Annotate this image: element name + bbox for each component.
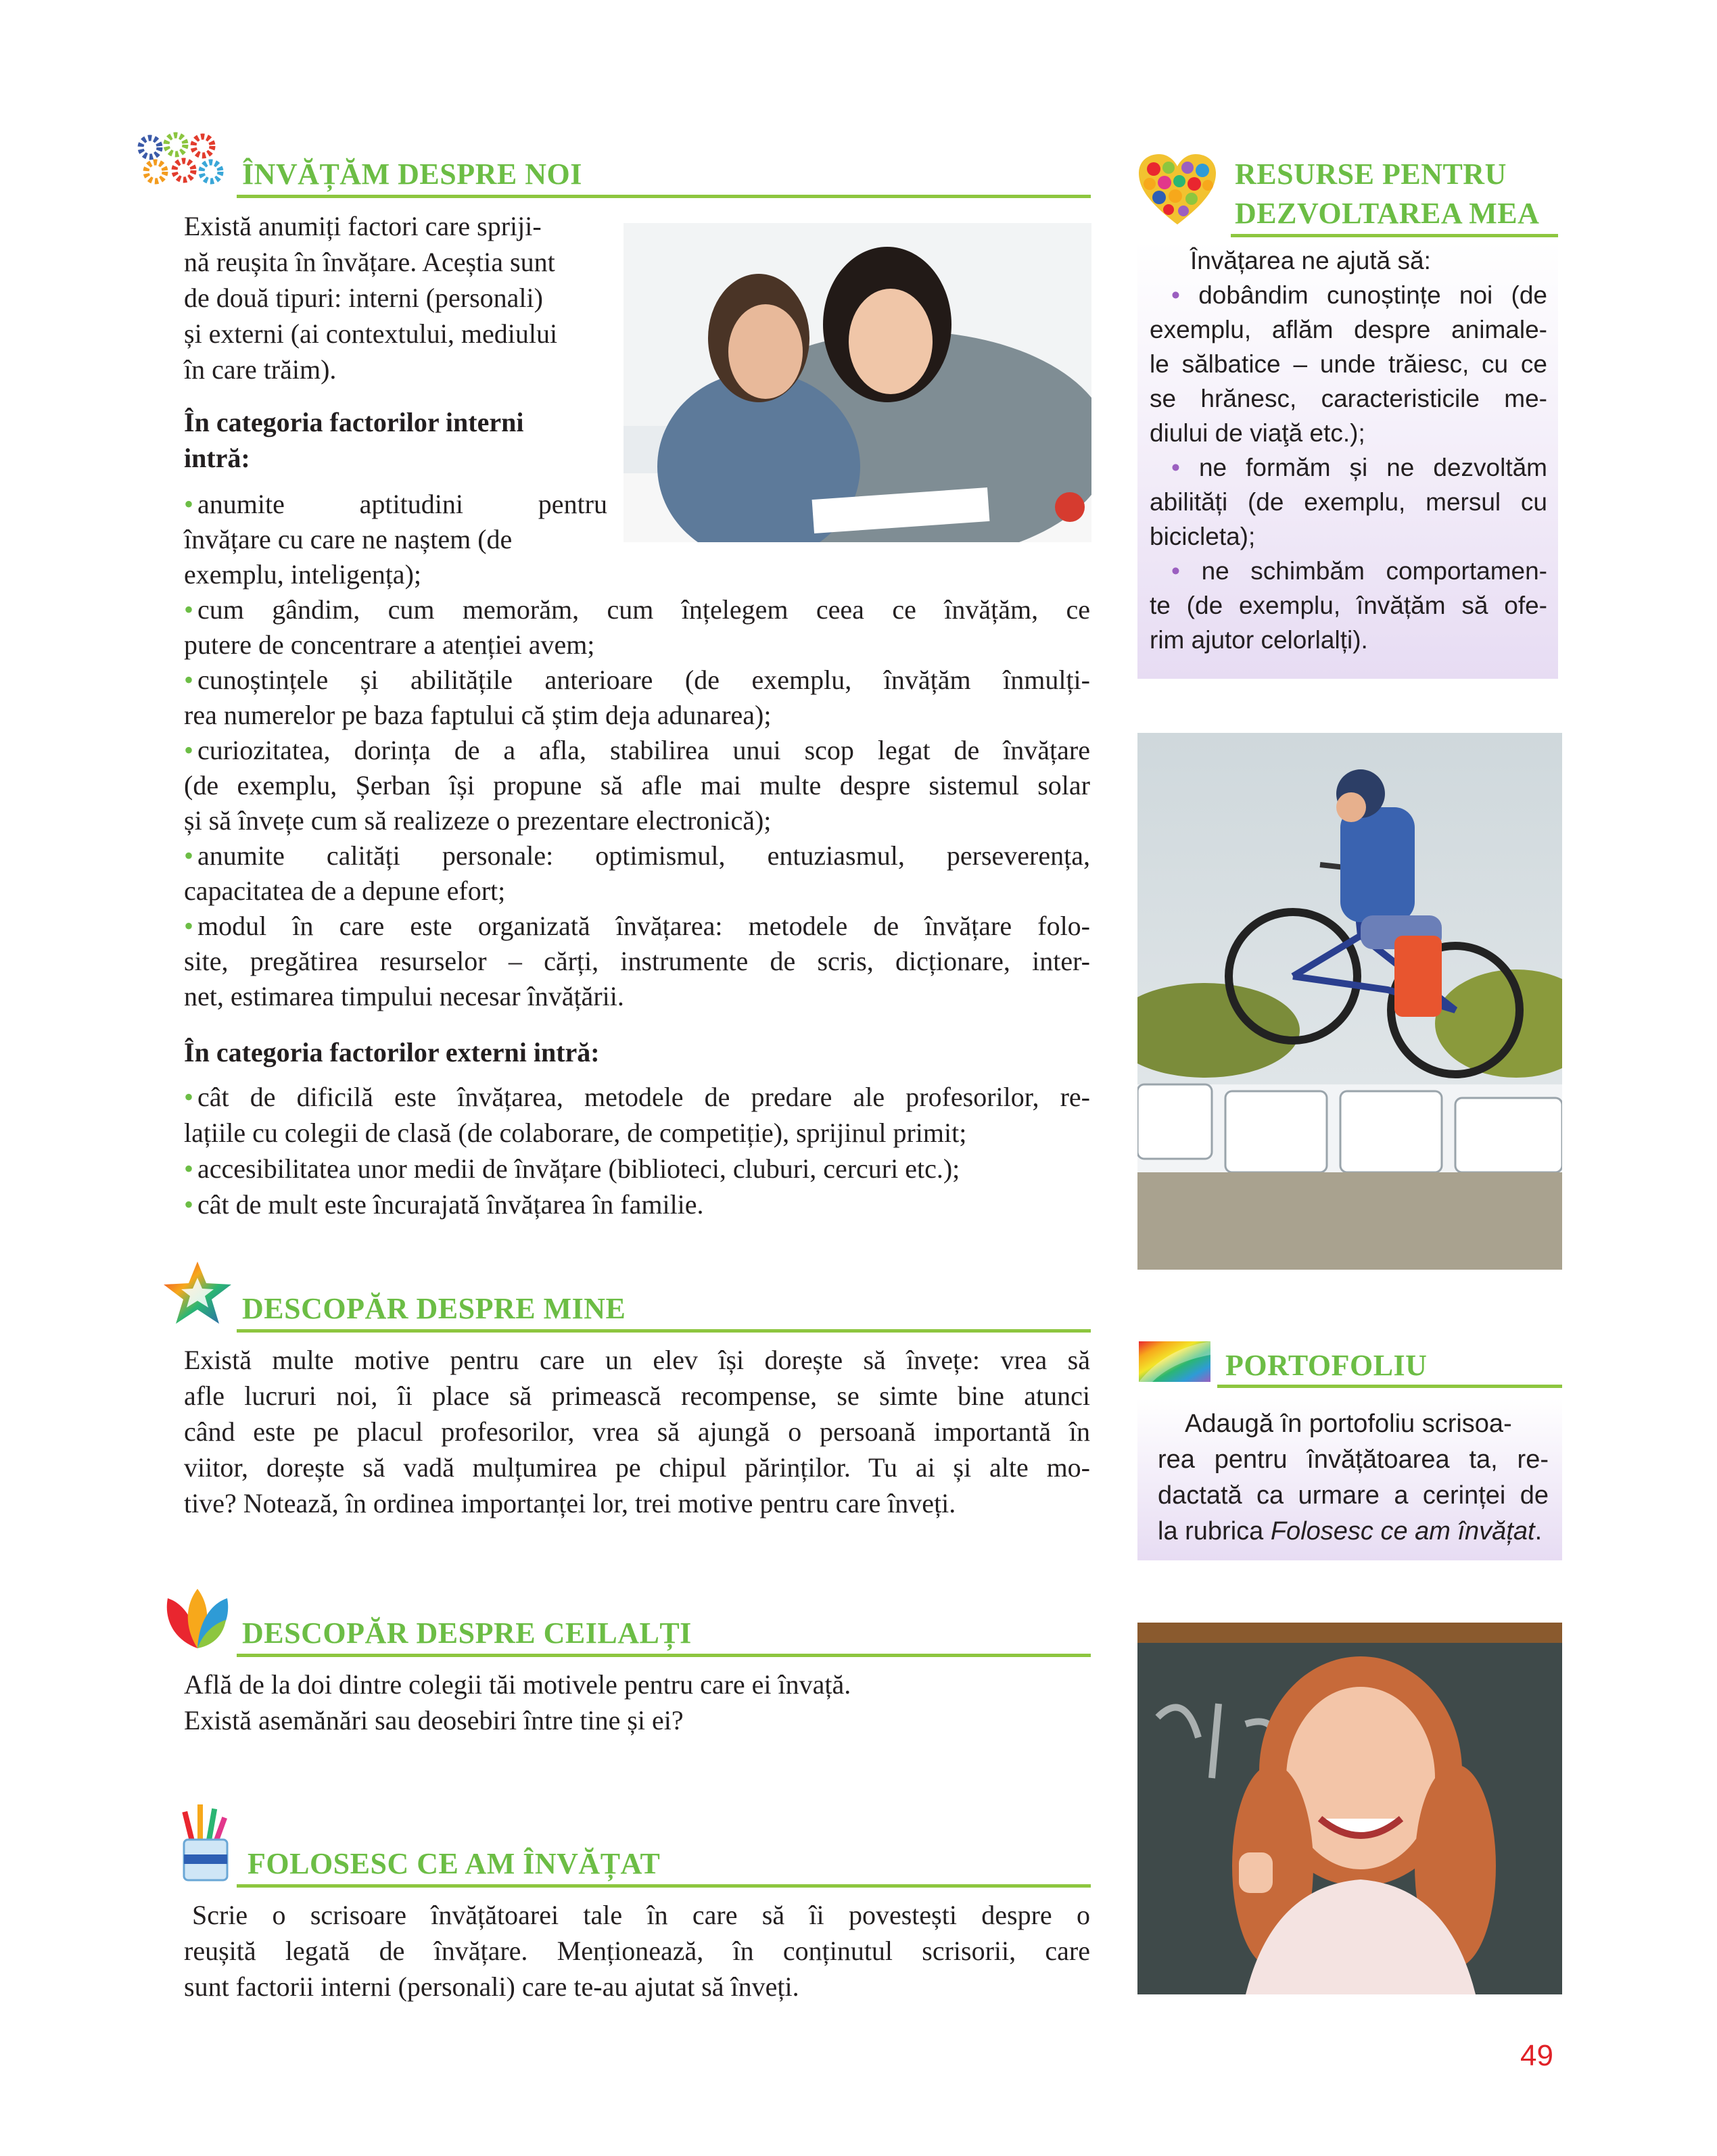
- text-line: sunt factorii interni (personali) care te-au ajutat să înveți.: [184, 1971, 799, 2002]
- list-item: • cunoștințele și abilitățile anterioare (de exemplu, învățăm înmulți-: [184, 665, 1090, 695]
- text-line: la rubrica: [1158, 1517, 1271, 1546]
- folosesc-text: [184, 1897, 1090, 2005]
- invatam-title: ÎNVĂȚĂM DESPRE NOI: [242, 158, 582, 191]
- text-line: viitor, dorește să vadă mulțumirea pe chipul părinților. Tu ai și alte mo-: [184, 1452, 1090, 1483]
- list-item: • accesibilitatea unor medii de învățare (biblioteci, cluburi, cercuri etc.);: [184, 1153, 960, 1184]
- text-line: dactată ca urmare a cerinței de: [1158, 1481, 1549, 1510]
- pencil-cup-icon: [177, 1802, 234, 1883]
- resurse-intro: Învățarea ne ajută să:: [1190, 247, 1431, 274]
- text-line: În categoria factorilor externi intră:: [184, 1037, 600, 1068]
- text-line: de două tipuri: interni (personali): [184, 283, 543, 313]
- text-line: cum gândim, cum memorăm, cum înțelegem ceea ce învățăm, ce: [197, 594, 1090, 625]
- text-line: exemplu, inteligența);: [184, 559, 421, 590]
- text-line: rea numerelor pe baza faptului că știm deja adunarea);: [184, 700, 772, 730]
- text-line: și să învețe cum să realizeze o prezentare electronică);: [184, 805, 772, 836]
- invatam-intro: [184, 208, 609, 387]
- list-item: • ne schimbăm comportamen-: [1171, 557, 1548, 585]
- resurse-box: [1137, 241, 1558, 679]
- text-line: te (de exemplu, învățăm să ofe-: [1150, 592, 1547, 619]
- portofoliu-title: PORTOFOLIU: [1225, 1349, 1428, 1382]
- folosesc-rule: [237, 1884, 1091, 1888]
- list-item: • anumite calități personale: optimismul, entuziasmul, perseverența,: [184, 840, 1090, 871]
- text-line: Există anumiți factori care spriji-: [184, 211, 542, 241]
- text-line: cât de mult este încurajată învățarea în familie.: [197, 1189, 704, 1220]
- ceilalti-text: [184, 1667, 1090, 1738]
- list-item: • curiozitatea, dorința de a afla, stabilirea unui scop legat de învățare: [184, 735, 1090, 765]
- internal-list: [184, 487, 1090, 1014]
- list-item: • cum gândim, cum memorăm, cum înțelegem ceea ce învățăm, ce: [184, 594, 1090, 625]
- portofoliu-rule: [1217, 1385, 1562, 1388]
- text-line: lațiile cu colegii de clasă (de colaborare, de competiție), sprijinul primit;: [184, 1118, 967, 1148]
- text-line: intră:: [184, 443, 250, 473]
- text-line: diului de viaţă etc.);: [1150, 419, 1365, 447]
- mine-title: DESCOPĂR DESPRE MINE: [242, 1292, 626, 1325]
- portofoliu-box: [1137, 1398, 1562, 1560]
- text-line: putere de concentrare a atenției avem;: [184, 629, 595, 660]
- text-line: învățare cu care ne naștem (de: [184, 524, 513, 554]
- text-line: În categoria factorilor interni: [184, 407, 524, 437]
- text-line: tive? Notează, în ordinea importanței lor, trei motive pentru care înveți.: [184, 1488, 956, 1518]
- text-line: se hrănesc, caracteristicile me-: [1150, 385, 1547, 412]
- text-line: reușită legată de învățare. Menționează, în conținutul scrisorii, care: [184, 1936, 1090, 1966]
- girl-chalkboard-photo: [1137, 1623, 1562, 1994]
- text-line: în care trăim).: [184, 354, 337, 385]
- text-line: accesibilitatea unor medii de învățare (biblioteci, cluburi, cercuri etc.);: [197, 1153, 960, 1184]
- text-line: bicicleta);: [1150, 523, 1256, 550]
- list-item: • dobândim cunoștințe noi (de: [1171, 281, 1547, 309]
- list-item: • cât de mult este încurajată învățarea în familie.: [184, 1189, 704, 1220]
- text-line: afle lucruri noi, îi place să primească recompense, se simte bine atunci: [184, 1381, 1090, 1411]
- text-line: curiozitatea, dorința de a afla, stabilirea unui scop legat de învățare: [197, 735, 1090, 765]
- gears-icon: [135, 131, 229, 187]
- text-line: abilități (de exemplu, mersul cu: [1150, 488, 1547, 516]
- text-line: modul în care este organizată învățarea: metodele de învățare folo-: [197, 911, 1090, 941]
- external-list: [184, 1079, 1090, 1222]
- italic-reference: Folosesc ce am învățat: [1270, 1517, 1535, 1546]
- ceilalti-rule: [237, 1654, 1091, 1657]
- text-line: .: [1534, 1517, 1543, 1546]
- page-number: 49: [1520, 2039, 1553, 2072]
- text-line: cunoștințele și abilitățile anterioare (de exemplu, învățăm înmulți-: [197, 665, 1090, 695]
- list-item: • modul în care este organizată învățarea: metodele de învățare folo-: [184, 911, 1090, 941]
- text-line: (de exemplu, Șerban își propune să afle mai multe despre sistemul solar: [184, 770, 1090, 800]
- resurse-title-line1: RESURSE PENTRU: [1235, 158, 1507, 191]
- text-line: Există multe motive pentru care un elev își dorește să învețe: vrea să: [184, 1345, 1090, 1375]
- text-line: Află de la doi dintre colegii tăi motivele pentru care ei învață.: [184, 1669, 851, 1700]
- mine-text: [184, 1342, 1090, 1521]
- ceilalti-title: DESCOPĂR DESPRE CEILALȚI: [242, 1616, 692, 1650]
- text-line: anumite calități personale: optimismul, entuziasmul, perseverența,: [197, 840, 1090, 871]
- text-line: cât de dificilă este învățarea, metodele de predare ale profesorilor, re-: [197, 1082, 1090, 1112]
- text-line: rim ajutor celorlalți).: [1150, 626, 1368, 654]
- heart-flowers-icon: [1137, 153, 1217, 227]
- text-line: exemplu, aflăm despre animale-: [1150, 316, 1547, 343]
- text-line: Există asemănări sau deosebiri între tine și ei?: [184, 1705, 684, 1735]
- list-item: • cât de dificilă este învățarea, metodele de predare ale profesorilor, re-: [184, 1082, 1090, 1112]
- text-line: când este pe placul profesorilor, vrea să ajungă o persoană importantă în: [184, 1416, 1090, 1447]
- mine-rule: [237, 1329, 1091, 1333]
- text-line: ne formăm și ne dezvoltăm: [1198, 454, 1547, 481]
- list-item: • ne formăm și ne dezvoltăm: [1171, 454, 1547, 481]
- star-icon: [161, 1259, 234, 1326]
- text-line: Scrie o scrisoare învățătoarei tale în care să îi povestești despre o: [192, 1900, 1090, 1930]
- external-heading: [184, 1034, 860, 1070]
- resurse-title-line2: DEZVOLTAREA MEA: [1235, 197, 1540, 230]
- leaves-icon: [161, 1586, 234, 1651]
- text-line: le sălbatice – unde trăiesc, cu ce: [1150, 350, 1547, 378]
- portofoliu-last-line: [1158, 1514, 1549, 1550]
- text-line: rea pentru învățătoarea ta, re-: [1158, 1445, 1549, 1474]
- text-line: net, estimarea timpului necesar învățării.: [184, 981, 624, 1011]
- text-line: și externi (ai contextului, mediului: [184, 318, 558, 349]
- text-line: nă reușita în învățare. Aceștia sunt: [184, 247, 555, 277]
- invatam-rule: [237, 195, 1091, 198]
- resurse-rule: [1231, 234, 1558, 237]
- text-line: anumite aptitudini pentru: [197, 489, 607, 519]
- rainbow-icon: [1139, 1341, 1210, 1382]
- text-line: capacitatea de a depune efort;: [184, 876, 506, 906]
- text-line: site, pregătirea resurselor – cărți, instrumente de scris, dicționare, inter-: [184, 946, 1090, 976]
- text-line: Adaugă în portofoliu scrisoa-: [1185, 1410, 1512, 1438]
- folosesc-title: FOLOSESC CE AM ÎNVĂȚAT: [248, 1847, 661, 1880]
- text-line: ne schimbăm comportamen-: [1201, 557, 1548, 585]
- text-line: dobândim cunoștințe noi (de: [1198, 281, 1547, 309]
- bmx-boy-photo: [1137, 733, 1562, 1270]
- internal-heading: [184, 404, 617, 476]
- list-item: • anumite aptitudini pentru: [184, 489, 607, 519]
